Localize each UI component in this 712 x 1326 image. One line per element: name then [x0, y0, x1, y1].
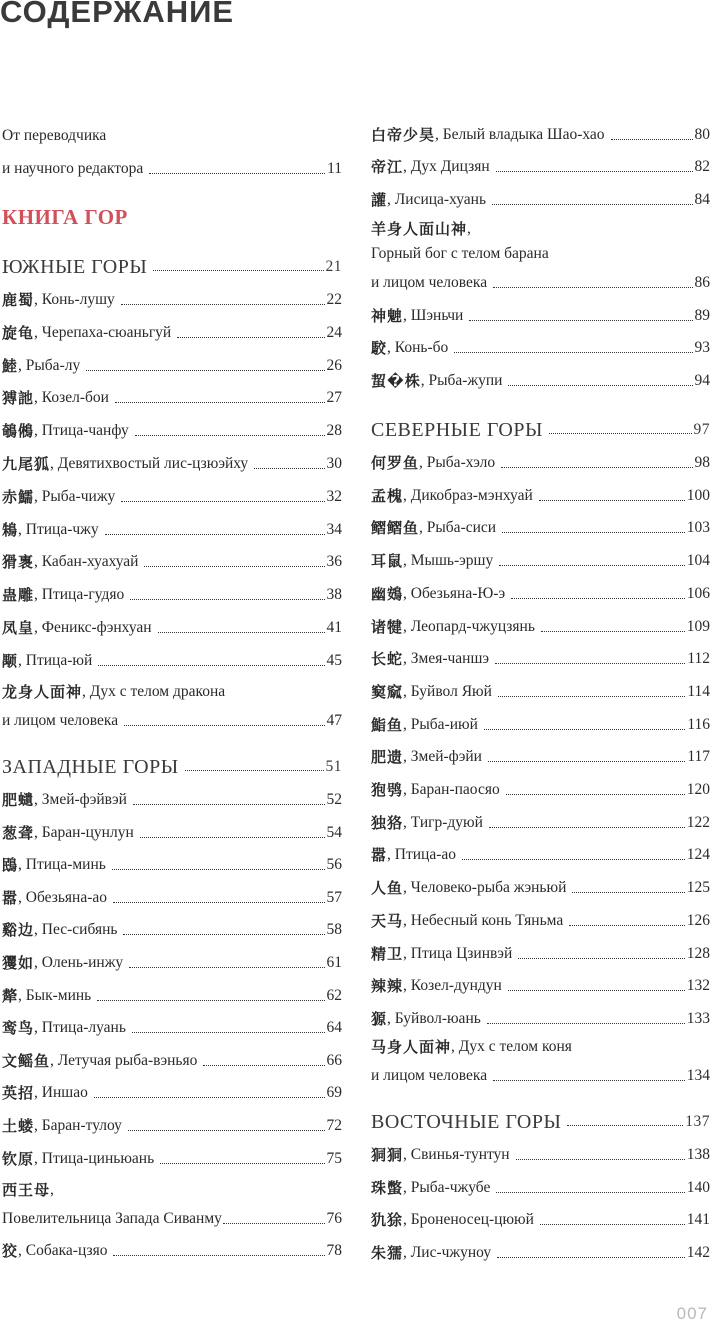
page-ref: 45 [326, 651, 342, 669]
entry-title: , Рыба-хэло [419, 454, 496, 471]
chinese-name: 駮 [371, 339, 388, 358]
entry-title: , Человеко-рыба жэньюй [403, 879, 567, 897]
ram-god-line-2: Горный бог с телом барана [371, 245, 549, 262]
dot-leader [487, 1023, 685, 1024]
entry-title: , Иншао [34, 1084, 88, 1102]
page-ref: 61 [326, 954, 342, 971]
chinese-name: 凤皇 [2, 619, 35, 637]
dot-leader [469, 320, 692, 321]
dot-leader [496, 171, 693, 172]
page-ref: 30 [326, 455, 342, 472]
page-ref: 62 [326, 986, 342, 1004]
dot-leader [511, 598, 685, 599]
page-ref: 89 [694, 307, 710, 324]
dot-leader [495, 663, 685, 664]
entry-title: , Птица-ао [387, 846, 456, 864]
toc-entry[interactable] [371, 294, 710, 326]
toc-entry[interactable] [2, 811, 342, 843]
entry-title: , Пес-сибянь [34, 921, 118, 939]
entry-title: , Лисица-хуань [387, 190, 487, 208]
entry-title: , Птица-минь [18, 856, 106, 874]
page-ref: 69 [326, 1084, 342, 1102]
page-ref: 75 [326, 1149, 342, 1167]
entry-title: , Конь-бо [387, 339, 449, 357]
entry-title: , Свинья-тунтун [403, 1146, 510, 1163]
toc-entry[interactable] [2, 442, 342, 474]
page-ref: 66 [326, 1051, 342, 1069]
page-ref: 41 [326, 619, 342, 636]
chinese-name: 葱聋 [2, 823, 35, 842]
chinese-name: 窫窳 [371, 682, 404, 701]
chinese-name: 鴸 [2, 520, 19, 539]
entry-title: , Феникс-фэнхуан [34, 619, 152, 636]
chinese-name: 鮨鱼 [371, 715, 404, 734]
page-ref: 28 [326, 422, 342, 440]
chinese-name: 鯥 [2, 356, 19, 375]
dot-leader [128, 1130, 325, 1131]
dot-leader [115, 402, 325, 403]
dot-leader [160, 1163, 324, 1164]
section-south[interactable]: ЮЖНЫЕ ГОРЫ 21 [2, 256, 342, 278]
entry-title: , Птица-циньюань [34, 1149, 155, 1167]
toc-entry[interactable] [371, 113, 710, 145]
entry-title: , Змея-чаншэ [403, 650, 490, 668]
page-ref: 141 [686, 1211, 710, 1229]
toc-entry[interactable] [371, 178, 710, 210]
entry-title: , Рыба-чижу [34, 487, 116, 505]
page-ref: 104 [686, 552, 710, 570]
entry-title: , Рыба-июй [403, 715, 478, 733]
chinese-name: 讙 [371, 190, 388, 209]
page-ref: 64 [326, 1019, 342, 1037]
page-ref: 120 [686, 781, 710, 798]
toc-entry-preface[interactable]: и научного редактора 11 [2, 160, 342, 177]
toc-entry[interactable] [2, 376, 342, 408]
toc-entry[interactable] [371, 441, 710, 473]
chinese-name: 幽鴳 [371, 584, 404, 603]
chinese-name: 朱獳 [371, 1243, 404, 1262]
page-ref: 27 [326, 389, 342, 407]
entry-title: , Козел-бои [34, 389, 109, 407]
chinese-name: 鵸鵂 [2, 422, 35, 441]
page-ref: 34 [326, 520, 342, 538]
toc-entry[interactable] [2, 508, 342, 540]
dot-leader [454, 352, 692, 353]
page-ref: 114 [687, 682, 710, 700]
chinese-name: 钦原 [2, 1149, 35, 1168]
toc-entry[interactable] [371, 145, 710, 177]
dot-leader [135, 435, 325, 436]
chinese-name: 颙 [2, 651, 19, 670]
page-ref: 72 [326, 1117, 342, 1134]
page-ref: 98 [694, 454, 710, 471]
dot-leader [484, 729, 685, 730]
page-ref: 57 [326, 888, 342, 906]
page-ref: 52 [326, 791, 342, 808]
entry-title: , Козел-дундун [403, 977, 502, 995]
toc-entry[interactable] [2, 606, 342, 638]
dot-leader [112, 869, 325, 870]
toc-entry[interactable] [371, 326, 710, 358]
book-title: КНИГА ГОР [2, 205, 128, 229]
chinese-name: 谿边 [2, 921, 35, 940]
dot-leader [496, 1192, 684, 1193]
toc-entry[interactable] [2, 1006, 342, 1038]
page-ref: 128 [686, 944, 710, 962]
chinese-name: 蛊雕 [2, 586, 35, 605]
chinese-name: 天马 [371, 911, 404, 930]
toc-entry[interactable] [371, 1166, 710, 1198]
chinese-name: 人鱼 [371, 879, 404, 898]
dot-leader [140, 837, 325, 838]
ram-god-line-1: 羊身人面山神 , [371, 220, 471, 238]
page-ref: 54 [326, 823, 342, 841]
toc-entry[interactable] [2, 1039, 342, 1071]
section-east[interactable]: ВОСТОЧНЫЕ ГОРЫ 137 [371, 1111, 710, 1133]
dot-leader [489, 827, 685, 828]
chinese-name: 英招 [2, 1084, 35, 1103]
dot-leader [572, 892, 684, 893]
toc-entry-ram-god[interactable]: и лицом человека 86 [371, 274, 710, 291]
chinese-name: 帝江 [371, 158, 404, 177]
toc-entry[interactable] [371, 932, 710, 964]
chinese-name: 鴖 [2, 856, 19, 875]
toc-entry[interactable] [2, 908, 342, 940]
entry-title: , Шэньчи [403, 307, 464, 324]
entry-title: , Змей-фэйвэй [34, 791, 127, 808]
dot-leader [508, 385, 692, 386]
dot-leader [502, 532, 685, 533]
chinese-name: 狍鸮 [371, 781, 404, 799]
dot-leader [123, 934, 324, 935]
chinese-name: 嚣 [371, 846, 388, 865]
entry-title: , Броненосец-цююй [403, 1211, 534, 1229]
chinese-name: 何罗鱼 [371, 454, 420, 472]
toc-entry[interactable] [371, 637, 710, 669]
entry-title: , Рыба-жупи [420, 371, 503, 389]
page-ref: 125 [686, 879, 710, 897]
dot-leader [129, 967, 324, 968]
chinese-name: 长蛇 [371, 650, 404, 669]
entry-title: , Баран-тулоу [34, 1117, 122, 1134]
toc-entry[interactable] [371, 506, 710, 538]
page-ref: 126 [686, 911, 710, 929]
entry-title: , Мышь-эршу [403, 552, 494, 570]
toc-entry[interactable] [371, 539, 710, 571]
dot-leader [508, 990, 685, 991]
entry-title: , Олень-инжу [34, 954, 124, 971]
chinese-name: 精卫 [371, 944, 404, 963]
toc-entry[interactable] [371, 866, 710, 898]
toc-entry[interactable] [371, 1198, 710, 1230]
chinese-name: 辣辣 [371, 977, 404, 996]
entry-title: , Птица-луань [34, 1019, 126, 1037]
page-ref: 26 [326, 356, 342, 374]
entry-title: , Кабан-хуахуай [34, 553, 139, 571]
chinese-name: 文鳐鱼 [2, 1051, 51, 1070]
entry-title: , Баран-паосяо [403, 781, 500, 798]
chinese-name: 鳛鳛鱼 [371, 519, 420, 538]
toc-entry[interactable] [371, 997, 710, 1029]
chinese-name: 九尾狐 [2, 455, 51, 473]
page-ref: 106 [686, 584, 710, 602]
toc-entry-west-multi[interactable]: Повелительница Запада Сиванму 76 [2, 1210, 342, 1227]
toc-entry[interactable] [2, 1071, 342, 1103]
page-ref: 142 [686, 1243, 710, 1261]
dot-leader [498, 696, 685, 697]
chinese-name: 独狢 [371, 813, 404, 832]
dot-leader [133, 804, 325, 805]
toc-entry[interactable] [2, 778, 342, 810]
entry-title: , Рыба-лу [18, 356, 81, 374]
page-ref: 56 [326, 856, 342, 874]
chinese-name: 赤鱬 [2, 487, 35, 506]
page-ref: 103 [686, 519, 710, 537]
dot-leader [105, 534, 325, 535]
north-multi-line-1: 马身人面神 , Дух с телом коня [371, 1038, 572, 1056]
toc-entry[interactable] [371, 768, 710, 800]
entry-title: , Птица Цзинвэй [403, 944, 513, 962]
toc-entry-west-last[interactable]: 狡 , Собака-цзяо 78 [2, 1242, 342, 1260]
dot-leader [506, 794, 685, 795]
entry-title: , Летучая рыба-вэньяо [50, 1051, 198, 1069]
chinese-name: 旋龟 [2, 323, 35, 342]
entry-title: , Буйвол Яюй [403, 682, 492, 700]
entry-title: , Леопард-чжуцзянь [403, 617, 535, 635]
toc-entry[interactable] [371, 899, 710, 931]
toc-entry[interactable] [371, 359, 710, 391]
toc-entry[interactable] [371, 703, 710, 735]
toc-entry[interactable] [2, 344, 342, 376]
chinese-name: 肥𧔥 [2, 791, 35, 809]
toc-entry[interactable] [2, 974, 342, 1006]
entry-title: , Дух Дицзян [403, 158, 490, 176]
entry-title: , Лис-чжуноу [403, 1243, 492, 1261]
toc-entry[interactable] [2, 876, 342, 908]
page-ref: 94 [694, 371, 710, 389]
dot-leader [144, 566, 324, 567]
dot-leader [611, 139, 693, 140]
page-ref: 32 [326, 487, 342, 505]
chinese-name: 白帝少昊 [371, 126, 436, 144]
page-ref: 100 [686, 486, 710, 504]
toc-entry[interactable] [371, 1133, 710, 1165]
toc-entry[interactable] [2, 311, 342, 343]
toc-entry[interactable] [2, 278, 342, 310]
dot-leader [540, 1224, 685, 1225]
chinese-name: 鹿蜀 [2, 291, 35, 309]
chinese-name: 孟槐 [371, 486, 404, 505]
toc-entry[interactable] [371, 605, 710, 637]
page-ref: 138 [686, 1146, 710, 1163]
dot-leader [113, 902, 325, 903]
section-west[interactable]: ЗАПАДНЫЕ ГОРЫ 51 [2, 756, 342, 778]
toc-entry[interactable] [371, 572, 710, 604]
section-north[interactable]: СЕВЕРНЫЕ ГОРЫ 97 [371, 419, 710, 441]
page-ref: 36 [326, 553, 342, 571]
dot-leader [518, 958, 685, 959]
chinese-name: 肥遗 [371, 748, 404, 767]
entry-title: , Тигр-дуюй [403, 813, 483, 831]
entry-title: , Белый владыка Шао-хао [435, 126, 605, 143]
entry-title: , Небесный конь Тяньма [403, 911, 564, 929]
dot-leader [130, 599, 324, 600]
page-ref: 132 [686, 977, 710, 995]
dot-leader [97, 1000, 324, 1001]
dot-leader [177, 337, 324, 338]
toc-entry-north-multi[interactable]: и лицом человека 134 [371, 1067, 710, 1084]
toc-entry[interactable] [2, 540, 342, 572]
chinese-name: 狪狪 [371, 1146, 404, 1164]
page-ref: 22 [326, 291, 342, 308]
south-multi-line-1: 龙身人面神 , Дух с телом дракона [2, 683, 226, 701]
page-ref: 133 [686, 1009, 710, 1027]
page-ref: 112 [687, 650, 710, 668]
page-ref: 80 [694, 126, 710, 143]
dot-leader [462, 859, 685, 860]
toc-entry[interactable] [371, 474, 710, 506]
dot-leader [98, 665, 324, 666]
dot-leader [499, 565, 685, 566]
chinese-name: 珠蟞 [371, 1178, 404, 1197]
entry-title: , Птица-гудяо [34, 586, 125, 604]
west-multi-line-1: 西王母 , [2, 1181, 54, 1199]
toc-entry[interactable] [2, 639, 342, 671]
toc-entry[interactable] [2, 573, 342, 605]
entry-title: , Черепаха-сюаньгуй [34, 323, 172, 341]
chinese-name: 蛪�株 [371, 371, 421, 390]
dot-leader [492, 204, 692, 205]
page-ref: 82 [694, 158, 710, 176]
page-ref: 38 [326, 586, 342, 604]
chinese-name: 嚣 [2, 888, 19, 907]
chinese-name: 猾褢 [2, 553, 35, 572]
toc-entry[interactable] [371, 735, 710, 767]
toc-entry[interactable] [371, 670, 710, 702]
toc-entry[interactable] [2, 941, 342, 973]
dot-leader [516, 1159, 685, 1160]
page-ref: 58 [326, 921, 342, 939]
preface-line-1: От переводчика [2, 127, 107, 144]
page-ref: 117 [687, 748, 710, 766]
dot-leader [539, 500, 685, 501]
dot-leader [501, 467, 692, 468]
entry-title: , Птица-чанфу [34, 422, 129, 440]
toc-entry[interactable] [2, 1137, 342, 1169]
chinese-name: 猼訑 [2, 389, 35, 408]
toc-entry[interactable] [2, 409, 342, 441]
entry-title: , Обезьяна-Ю-э [403, 584, 506, 602]
chinese-name: 耳鼠 [371, 552, 404, 571]
page-ref: 109 [686, 617, 710, 635]
page-ref: 24 [326, 323, 342, 341]
dot-leader [132, 1032, 325, 1033]
toc-entry[interactable] [2, 475, 342, 507]
entry-title: , Рыба-чжубе [403, 1178, 491, 1196]
dot-leader [121, 304, 325, 305]
chinese-name: 犛 [2, 986, 19, 1005]
dot-leader [569, 925, 685, 926]
toc-entry[interactable] [371, 1231, 710, 1263]
page-title: СОДЕРЖАНИЕ [0, 0, 235, 29]
entry-title: , Обезьяна-ао [18, 888, 107, 906]
chinese-name: 獂 [371, 1009, 388, 1028]
page-ref: 84 [694, 190, 710, 208]
dot-leader [541, 631, 685, 632]
chinese-name: 玃如 [2, 954, 35, 972]
page-number: 007 [676, 1304, 708, 1323]
page-ref: 116 [687, 715, 710, 733]
page-ref: 93 [694, 339, 710, 357]
entry-title: , Девятихвостый лис-цзюэйху [50, 455, 249, 472]
toc-entry-south-multi[interactable]: и лицом человека 47 [2, 712, 342, 729]
entry-title: , Буйвол-юань [387, 1009, 481, 1027]
entry-title: , Птица-чжу [18, 520, 99, 538]
chinese-name: 神䰠 [371, 307, 404, 325]
dot-leader [488, 761, 685, 762]
toc-entry[interactable] [371, 801, 710, 833]
toc-entry[interactable] [2, 1104, 342, 1136]
dot-leader [86, 370, 324, 371]
entry-title: , Рыба-сиси [419, 519, 497, 537]
toc-entry[interactable] [371, 964, 710, 996]
chinese-name: 犰狳 [371, 1211, 404, 1230]
page-ref: 122 [686, 813, 710, 831]
entry-title: , Баран-цунлун [34, 823, 134, 841]
dot-leader [121, 501, 324, 502]
chinese-name: 诸犍 [371, 617, 404, 636]
page-ref: 140 [686, 1178, 710, 1196]
chinese-name: 鸾鸟 [2, 1019, 35, 1038]
dot-leader [203, 1065, 324, 1066]
entry-title: , Змей-фэйи [403, 748, 482, 766]
dot-leader [158, 632, 325, 633]
dot-leader [254, 468, 324, 469]
entry-title: , Бык-минь [18, 986, 92, 1004]
toc-entry[interactable] [371, 833, 710, 865]
entry-title: , Конь-лушу [34, 291, 115, 308]
chinese-name: 土蝼 [2, 1117, 35, 1135]
toc-entry[interactable] [2, 843, 342, 875]
page-ref: 124 [686, 846, 710, 864]
dot-leader [94, 1097, 325, 1098]
dot-leader [497, 1257, 685, 1258]
entry-title: , Дикобраз-мэнхуай [403, 486, 533, 504]
entry-title: , Птица-юй [18, 651, 93, 669]
